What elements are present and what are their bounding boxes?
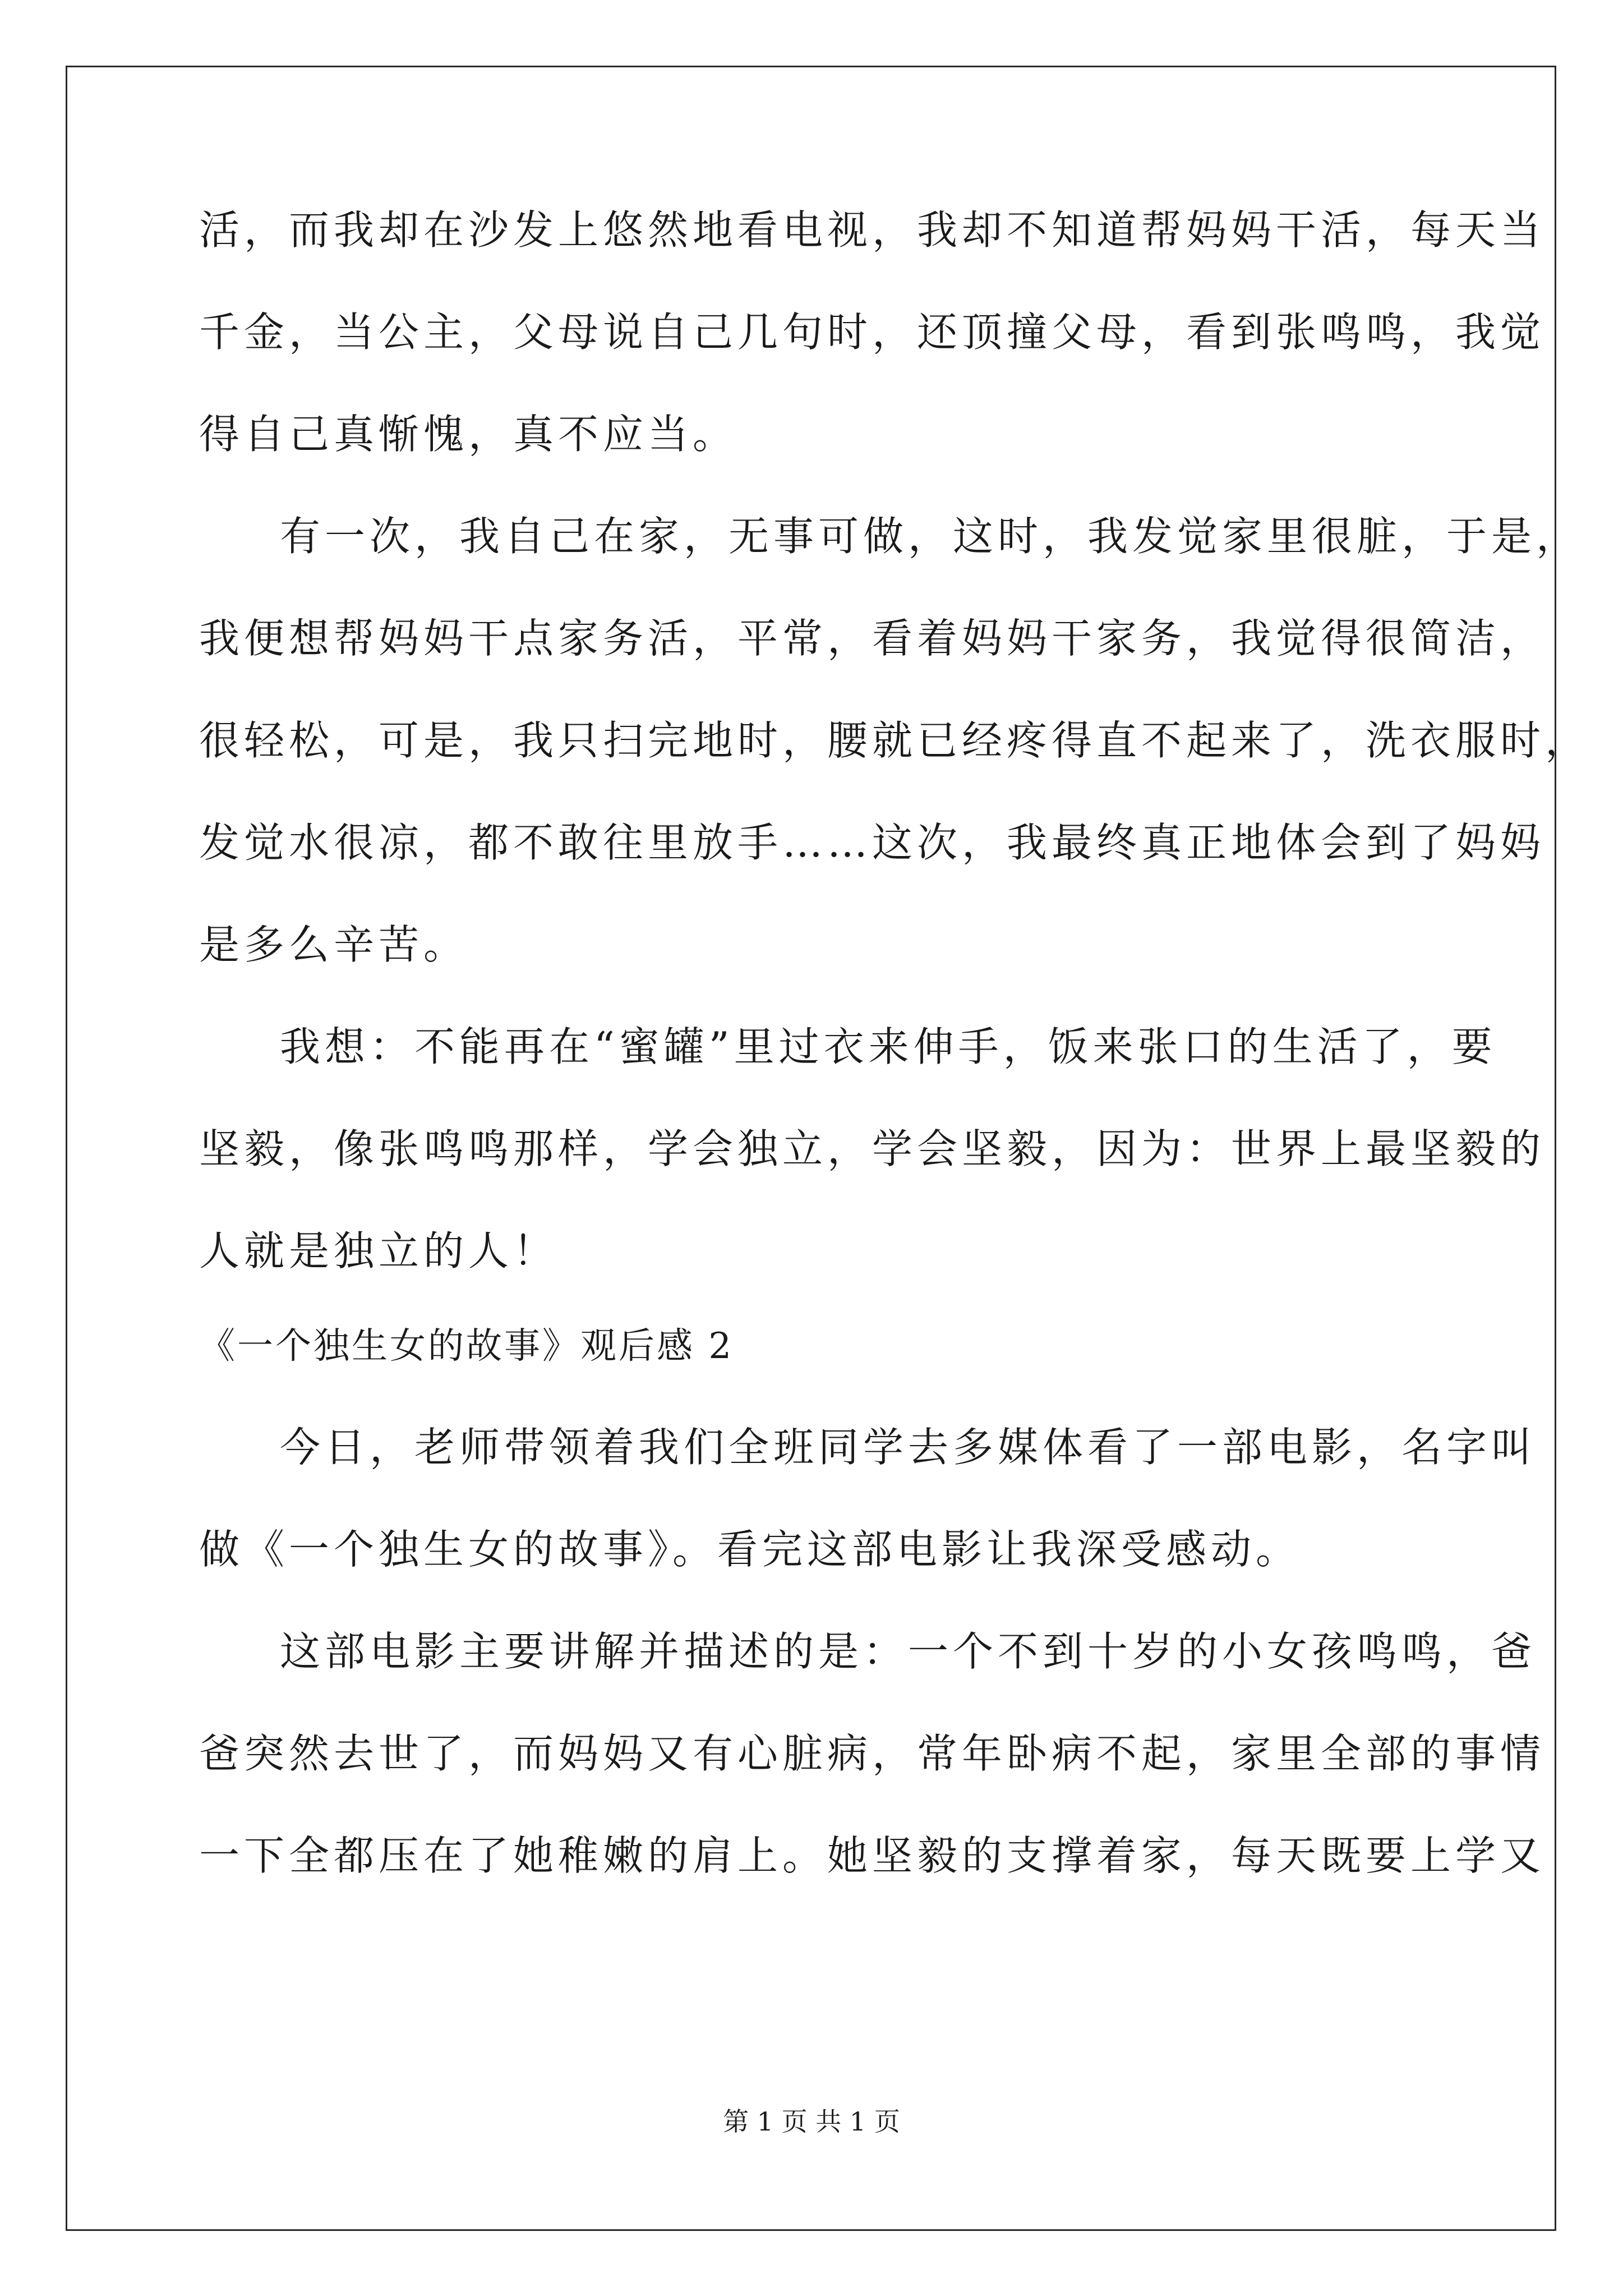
text-line: 人就是独立的人！ bbox=[199, 1227, 559, 1274]
paragraph-start-line: 这部电影主要讲解并描述的是：一个不到十岁的小女孩鸣鸣，爸 bbox=[280, 1628, 1537, 1675]
page-footer: 第 1 页 共 1 页 bbox=[723, 2106, 900, 2137]
text-line: 很轻松，可是，我只扫完地时，腰就已经疼得直不起来了，洗衣服时， bbox=[199, 717, 1590, 764]
text-line: 发觉水很凉，都不敢往里放手……这次，我最终真正地体会到了妈妈 bbox=[199, 819, 1546, 866]
text-line: 坚毅，像张鸣鸣那样，学会独立，学会坚毅，因为：世界上最坚毅的 bbox=[199, 1125, 1546, 1172]
text-line: 活，而我却在沙发上悠然地看电视，我却不知道帮妈妈干活，每天当 bbox=[199, 206, 1546, 254]
text-line: 我便想帮妈妈干点家务活，平常，看着妈妈干家务，我觉得很简洁， bbox=[199, 615, 1546, 662]
paragraph-start-line: 今日，老师带领着我们全班同学去多媒体看了一部电影，名字叫 bbox=[280, 1424, 1537, 1471]
section-heading: 《一个独生女的故事》观后感 2 bbox=[199, 1326, 734, 1367]
paragraph-start-line: 我想：不能再在“蜜罐”里过衣来伸手，饭来张口的生活了，要 bbox=[280, 1023, 1497, 1070]
text-line: 是多么辛苦。 bbox=[199, 921, 469, 968]
text-line: 爸突然去世了，而妈妈又有心脏病，常年卧病不起，家里全部的事情 bbox=[199, 1730, 1546, 1777]
text-line: 千金，当公主，父母说自己几句时，还顶撞父母，看到张鸣鸣，我觉 bbox=[199, 309, 1546, 356]
text-line: 一下全都压在了她稚嫩的肩上。她坚毅的支撑着家，每天既要上学又 bbox=[199, 1832, 1546, 1879]
paragraph-start-line: 有一次，我自己在家，无事可做，这时，我发觉家里很脏，于是， bbox=[280, 513, 1581, 560]
text-line: 做《一个独生女的故事》。看完这部电影让我深受感动。 bbox=[199, 1526, 1301, 1573]
text-line: 得自己真惭愧，真不应当。 bbox=[199, 411, 738, 458]
